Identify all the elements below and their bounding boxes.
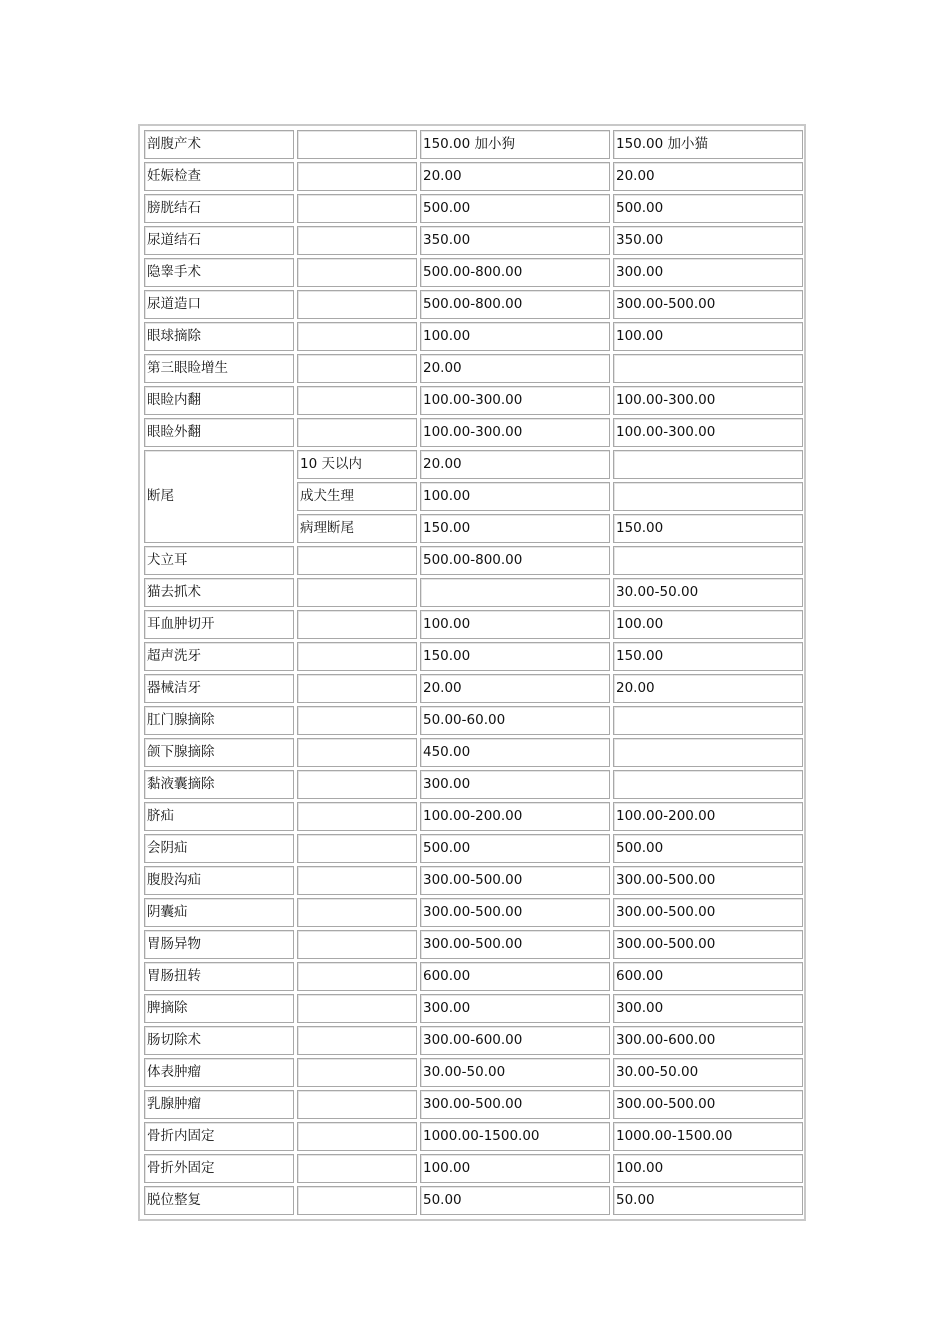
table-row <box>144 322 803 351</box>
sub-item-cell <box>297 546 417 575</box>
cat-price-cell <box>613 354 803 383</box>
table-row <box>144 1026 803 1055</box>
table-row <box>144 962 803 991</box>
sub-item-cell <box>297 866 417 895</box>
table-row <box>144 834 803 863</box>
cat-price-cell: 100.00 <box>613 322 803 351</box>
table-row <box>144 674 803 703</box>
table-row <box>144 1058 803 1087</box>
sub-item-cell <box>297 578 417 607</box>
sub-item-cell <box>297 962 417 991</box>
sub-item-cell <box>297 1058 417 1087</box>
table-row <box>144 290 803 319</box>
procedure-name-cell: 耳血肿切开 <box>144 610 294 639</box>
dog-price-cell: 500.00 <box>420 194 610 223</box>
procedure-name-cell: 猫去抓术 <box>144 578 294 607</box>
sub-item-cell <box>297 642 417 671</box>
procedure-name-cell: 膀胱结石 <box>144 194 294 223</box>
dog-price-cell: 300.00-500.00 <box>420 930 610 959</box>
cat-price-cell: 100.00-300.00 <box>613 418 803 447</box>
cat-price-cell: 300.00-500.00 <box>613 1090 803 1119</box>
sub-item-cell <box>297 994 417 1023</box>
dog-price-cell: 20.00 <box>420 162 610 191</box>
sub-item-cell <box>297 1154 417 1183</box>
sub-item-cell <box>297 738 417 767</box>
table-row <box>144 1186 803 1215</box>
cat-price-cell <box>613 706 803 735</box>
sub-item-cell <box>297 162 417 191</box>
cat-price-cell: 300.00-500.00 <box>613 898 803 927</box>
procedure-name-cell: 第三眼睑增生 <box>144 354 294 383</box>
dog-price-cell: 300.00-500.00 <box>420 866 610 895</box>
procedure-name-cell: 眼球摘除 <box>144 322 294 351</box>
dog-price-cell: 100.00 <box>420 482 610 511</box>
cat-price-cell: 30.00-50.00 <box>613 578 803 607</box>
sub-item-cell <box>297 1090 417 1119</box>
dog-price-cell: 150.00 <box>420 642 610 671</box>
sub-item-cell <box>297 770 417 799</box>
procedure-name-cell: 骨折内固定 <box>144 1122 294 1151</box>
dog-price-cell: 100.00-200.00 <box>420 802 610 831</box>
cat-price-cell <box>613 738 803 767</box>
sub-item-cell <box>297 1026 417 1055</box>
table-row <box>144 1154 803 1183</box>
table-row <box>144 162 803 191</box>
table-row <box>144 802 803 831</box>
cat-price-cell: 300.00-600.00 <box>613 1026 803 1055</box>
sub-item-cell <box>297 706 417 735</box>
cat-price-cell: 600.00 <box>613 962 803 991</box>
dog-price-cell: 150.00 <box>420 514 610 543</box>
sub-item-cell <box>297 610 417 639</box>
procedure-name-cell: 腹股沟疝 <box>144 866 294 895</box>
dog-price-cell: 500.00-800.00 <box>420 546 610 575</box>
table-row <box>144 578 803 607</box>
cat-price-cell: 50.00 <box>613 1186 803 1215</box>
dog-price-cell: 600.00 <box>420 962 610 991</box>
table-row <box>144 738 803 767</box>
sub-item-cell <box>297 194 417 223</box>
dog-price-cell: 350.00 <box>420 226 610 255</box>
table-row <box>144 1090 803 1119</box>
cat-price-cell: 300.00-500.00 <box>613 930 803 959</box>
dog-price-cell: 50.00-60.00 <box>420 706 610 735</box>
procedure-name-cell: 胃肠扭转 <box>144 962 294 991</box>
fee-table-body <box>144 130 803 1215</box>
procedure-name-cell: 胃肠异物 <box>144 930 294 959</box>
sub-item-cell <box>297 258 417 287</box>
table-row <box>144 418 803 447</box>
table-row <box>144 898 803 927</box>
cat-price-cell: 20.00 <box>613 162 803 191</box>
sub-item-cell: 10 天以内 <box>297 450 417 479</box>
table-row <box>144 1122 803 1151</box>
cat-price-cell: 300.00 <box>613 258 803 287</box>
sub-item-cell <box>297 354 417 383</box>
cat-price-cell: 1000.00-1500.00 <box>613 1122 803 1151</box>
table-row <box>144 930 803 959</box>
table-row <box>144 866 803 895</box>
procedure-name-cell: 阴囊疝 <box>144 898 294 927</box>
procedure-name-cell: 超声洗牙 <box>144 642 294 671</box>
procedure-name-cell: 剖腹产术 <box>144 130 294 159</box>
procedure-name-cell: 脐疝 <box>144 802 294 831</box>
cat-price-cell <box>613 770 803 799</box>
dog-price-cell: 100.00 <box>420 322 610 351</box>
sub-item-cell: 病理断尾 <box>297 514 417 543</box>
sub-item-cell <box>297 1122 417 1151</box>
procedure-name-cell: 会阴疝 <box>144 834 294 863</box>
cat-price-cell: 100.00 <box>613 610 803 639</box>
dog-price-cell: 30.00-50.00 <box>420 1058 610 1087</box>
cat-price-cell: 500.00 <box>613 194 803 223</box>
dog-price-cell: 300.00-600.00 <box>420 1026 610 1055</box>
sub-item-cell <box>297 674 417 703</box>
procedure-name-cell: 眼睑外翻 <box>144 418 294 447</box>
fee-table <box>141 127 806 1218</box>
cat-price-cell <box>613 482 803 511</box>
fee-table-container <box>138 124 806 1221</box>
sub-item-cell <box>297 802 417 831</box>
cat-price-cell: 300.00 <box>613 994 803 1023</box>
dog-price-cell <box>420 578 610 607</box>
cat-price-cell: 100.00-300.00 <box>613 386 803 415</box>
sub-item-cell <box>297 130 417 159</box>
sub-item-cell <box>297 418 417 447</box>
table-row <box>144 610 803 639</box>
cat-price-cell: 100.00 <box>613 1154 803 1183</box>
table-row <box>144 450 803 479</box>
dog-price-cell: 300.00-500.00 <box>420 1090 610 1119</box>
procedure-name-cell: 断尾 <box>144 450 294 543</box>
procedure-name-cell: 乳腺肿瘤 <box>144 1090 294 1119</box>
procedure-name-cell: 颌下腺摘除 <box>144 738 294 767</box>
dog-price-cell: 20.00 <box>420 674 610 703</box>
sub-item-cell <box>297 322 417 351</box>
table-row <box>144 546 803 575</box>
table-row <box>144 642 803 671</box>
procedure-name-cell: 脾摘除 <box>144 994 294 1023</box>
procedure-name-cell: 眼睑内翻 <box>144 386 294 415</box>
cat-price-cell: 350.00 <box>613 226 803 255</box>
dog-price-cell: 100.00-300.00 <box>420 418 610 447</box>
cat-price-cell: 300.00-500.00 <box>613 290 803 319</box>
dog-price-cell: 20.00 <box>420 354 610 383</box>
dog-price-cell: 300.00 <box>420 994 610 1023</box>
table-row <box>144 194 803 223</box>
sub-item-cell: 成犬生理 <box>297 482 417 511</box>
cat-price-cell: 20.00 <box>613 674 803 703</box>
sub-item-cell <box>297 290 417 319</box>
cat-price-cell: 150.00 <box>613 642 803 671</box>
table-row <box>144 386 803 415</box>
sub-item-cell <box>297 930 417 959</box>
table-row <box>144 706 803 735</box>
sub-item-cell <box>297 386 417 415</box>
sub-item-cell <box>297 834 417 863</box>
dog-price-cell: 500.00-800.00 <box>420 258 610 287</box>
dog-price-cell: 150.00 加小狗 <box>420 130 610 159</box>
procedure-name-cell: 隐睾手术 <box>144 258 294 287</box>
table-row <box>144 258 803 287</box>
procedure-name-cell: 骨折外固定 <box>144 1154 294 1183</box>
procedure-name-cell: 体表肿瘤 <box>144 1058 294 1087</box>
table-row <box>144 226 803 255</box>
sub-item-cell <box>297 1186 417 1215</box>
dog-price-cell: 500.00-800.00 <box>420 290 610 319</box>
dog-price-cell: 500.00 <box>420 834 610 863</box>
procedure-name-cell: 黏液囊摘除 <box>144 770 294 799</box>
cat-price-cell <box>613 546 803 575</box>
procedure-name-cell: 尿道结石 <box>144 226 294 255</box>
dog-price-cell: 50.00 <box>420 1186 610 1215</box>
procedure-name-cell: 妊娠检查 <box>144 162 294 191</box>
cat-price-cell: 500.00 <box>613 834 803 863</box>
table-row <box>144 994 803 1023</box>
dog-price-cell: 20.00 <box>420 450 610 479</box>
cat-price-cell: 150.00 <box>613 514 803 543</box>
cat-price-cell: 300.00-500.00 <box>613 866 803 895</box>
dog-price-cell: 300.00-500.00 <box>420 898 610 927</box>
procedure-name-cell: 脱位整复 <box>144 1186 294 1215</box>
dog-price-cell: 100.00-300.00 <box>420 386 610 415</box>
dog-price-cell: 450.00 <box>420 738 610 767</box>
procedure-name-cell: 肠切除术 <box>144 1026 294 1055</box>
dog-price-cell: 1000.00-1500.00 <box>420 1122 610 1151</box>
sub-item-cell <box>297 226 417 255</box>
dog-price-cell: 100.00 <box>420 610 610 639</box>
procedure-name-cell: 肛门腺摘除 <box>144 706 294 735</box>
dog-price-cell: 100.00 <box>420 1154 610 1183</box>
table-row <box>144 354 803 383</box>
cat-price-cell <box>613 450 803 479</box>
table-row <box>144 770 803 799</box>
table-row <box>144 130 803 159</box>
procedure-name-cell: 尿道造口 <box>144 290 294 319</box>
cat-price-cell: 100.00-200.00 <box>613 802 803 831</box>
procedure-name-cell: 器械洁牙 <box>144 674 294 703</box>
procedure-name-cell: 犬立耳 <box>144 546 294 575</box>
sub-item-cell <box>297 898 417 927</box>
cat-price-cell: 150.00 加小猫 <box>613 130 803 159</box>
dog-price-cell: 300.00 <box>420 770 610 799</box>
cat-price-cell: 30.00-50.00 <box>613 1058 803 1087</box>
